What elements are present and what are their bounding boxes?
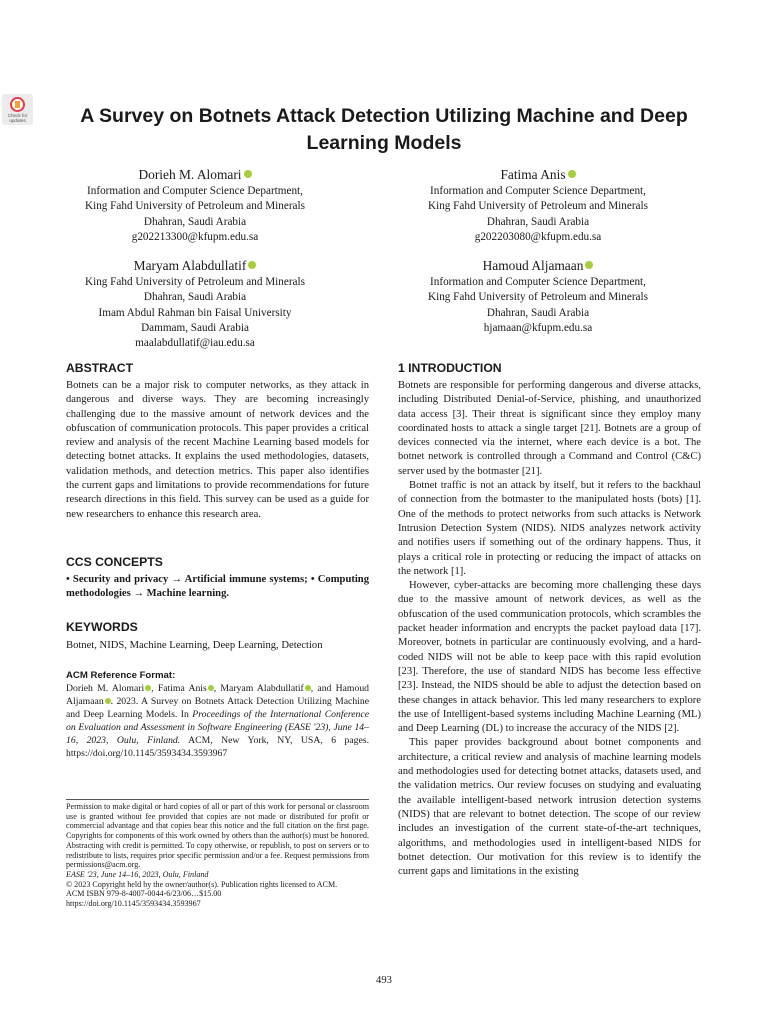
author-email[interactable]: g202213300@kfupm.edu.sa [131,230,259,243]
footnote [66,802,369,909]
author-affiliation: King Fahd University of Petroleum and Minerals [428,291,648,304]
author-name: Maryam Alabdullatif [133,258,247,273]
ref-venue: Proceedings of the International Conference on Evaluation and Assessment in Software Engineering (EASE '23), June 14–16, 2023, Oulu, Finland. [66,709,369,746]
doi-line[interactable]: https://doi.org/10.1145/3593434.3593967 [66,899,201,909]
ref-author: Dorieh M. Alomari [66,683,145,694]
ref-author: , and Hamoud Aljamaan [66,683,370,707]
orcid-icon[interactable] [244,170,252,178]
acm-reference-heading: ACM Reference Format: [66,670,176,681]
check-for-updates-badge[interactable] [2,94,33,125]
author-affiliation: Information and Computer Science Department, [430,185,646,197]
isbn-line: ACM ISBN 979-8-4007-0044-6/23/06…$15.00 [66,889,222,899]
author-block-2 [388,166,688,245]
orcid-icon[interactable] [568,170,576,178]
paragraph: Botnet traffic is not an attack by itself, but it refers to the backhaul of connection from the botmaster to the manipulated hosts (bots) [1]. One of the methods to protect networks from such attacks is Network Intrusion Detection System (NIDS). NIDS analyzes network activity and notifies users if something out of the ordinary happens. Thus, it plays a critical role in protecting or reducing the impact of attacks on the network [1]. [398,480,701,577]
author-location: Dhahran, Saudi Arabia [486,215,590,228]
author-affiliation: King Fahd University of Petroleum and Minerals [85,276,305,288]
ref-author: , Maryam Alabdullatif [213,683,304,694]
abstract-body [66,379,369,522]
badge-label-2: updates [9,118,26,123]
author-affiliation: King Fahd University of Petroleum and Minerals [428,200,648,213]
author-location: Dhahran, Saudi Arabia [486,306,590,319]
author-name: Hamoud Aljamaan [482,258,584,273]
ccs-body [66,573,369,602]
author-block-3 [45,257,345,351]
introduction-heading: 1 INTRODUCTION [398,361,502,375]
introduction-body [398,379,701,879]
author-email[interactable]: maalabdullatif@iau.edu.sa [135,337,255,350]
abstract-text: Botnets can be a major risk to computer networks, as they attack in dangerous and diverse ways. They are becoming increasingly challenging due to the massive amount of network devices and the obfuscation of communication protocols. This paper provides a critical review and analysis of the recent Machine Learning based models for detecting botnet attacks. It explains the used methodologies, datasets, validation methods, and detection metrics. This paper also identifies the current gaps and limitations to provide recommendations for future research directions in this field. This survey can be used as a guide for new researchers to enhance this research area. [66,380,369,520]
author-affiliation: King Fahd University of Petroleum and Minerals [85,200,305,213]
keywords-text: Botnet, NIDS, Machine Learning, Deep Learning, Detection [66,640,323,651]
ccs-heading: CCS CONCEPTS [66,555,163,569]
author-affiliation: Information and Computer Science Department, [87,185,303,197]
ref-citation: . 2023. A Survey on Botnets Attack Detection Utilizing Machine and Deep Learning Models. In [66,696,369,720]
ref-doi[interactable]: ACM, New York, NY, USA, 6 pages. https://doi.org/10.1145/3593434.3593967 [66,735,369,759]
author-block-1 [45,166,345,245]
author-affiliation: Imam Abdul Rahman bin Faisal University [98,306,292,319]
author-name: Dorieh M. Alomari [138,167,242,182]
permission-notice: Permission to make digital or hard copies of all or part of this work for personal or classroom use is granted without fee provided that copies are not made or distributed for profit or commercial advantage and that copies bear this notice and the full citation on the first page. Copyrights for components of this work owned by others than the author(s) must be honored. Abstracting with credit is permitted. To copy otherwise, or republish, to post on servers or to redistribute to lists, requires prior specific permission and/or a fee. Request permissions from permissions@acm.org. [66,802,369,870]
conference-line: EASE '23, June 14–16, 2023, Oulu, Finland [66,869,209,879]
paragraph: Botnets are responsible for performing dangerous and diverse attacks, including Distributed Denial-of-Service, phishing, and unauthorized data access [3]. Their threat is significant since they employ many coordinated hosts to attack a single target [21]. Botnets are a group of devices connected via the internet, where each device is a bot. The botnet network is controlled through a Command and Control (C&C) server used by the botmaster [21]. [398,380,701,477]
author-affiliation: Information and Computer Science Department, [430,276,646,288]
badge-label-1: Check for [7,113,28,118]
orcid-icon[interactable] [248,261,256,269]
author-location: Dhahran, Saudi Arabia [143,291,247,304]
paragraph: However, cyber-attacks are becoming more challenging these days due to the massive amount of network devices, as well as the obfuscation of the used communication protocols, which scrambles the packet header information and encrypts the packet payload data [17]. Moreover, botnets in particular are continuously evolving, and a hard-coded NIDS will not be able to keep pace with this rapid evolution [23]. Therefore, the use of standard NIDS has become less effective [23]. Instead, the NIDS should be able to adjust the detection based on these changes in attack behavior. This led many researchers to explore the use of Intelligent-based systems including Machine Learning (ML) and Deep Learning (DL) to increase the accuracy of the NIDS [2]. [398,580,701,735]
author-email[interactable]: hjamaan@kfupm.edu.sa [483,321,593,334]
author-location: Dammam, Saudi Arabia [141,321,249,334]
orcid-icon[interactable] [585,261,593,269]
paragraph: This paper provides background about botnet components and architecture, a critical review and analysis of machine learning models and methodologies used for detecting botnet attacks, datasets used, and the validation metrics. Our review focuses on studying and evaluating the available intelligent-based network intrusion detection systems (NIDS) that are relevant to botnet detection. The scope of our review includes an investigation of the current state-of-the-art techniques, algorithms, and methodologies used in intelligent-based NIDS for botnet detection. Our motivation for this review is to identify the current gaps and limitations in the existing [398,737,701,878]
footnote-divider [66,799,369,800]
author-name: Fatima Anis [500,167,566,182]
acm-reference-text [66,682,369,760]
acm-reference [66,669,369,760]
paper-title: A Survey on Botnets Attack Detection Utilizing Machine and Deep Learning Models [80,105,688,154]
author-email[interactable]: g202203080@kfupm.edu.sa [474,230,602,243]
copyright-line: © 2023 Copyright held by the owner/author(s). Publication rights licensed to ACM. [66,879,338,889]
keywords-heading: KEYWORDS [66,620,138,634]
ccs-text: • Security and privacy → Artificial immune systems; • Computing methodologies → Machine learning. [66,574,369,600]
page-number: 493 [376,975,392,986]
author-location: Dhahran, Saudi Arabia [143,215,247,228]
keywords-body [66,639,369,653]
bookmark-icon [15,101,20,108]
ref-author: , Fatima Anis [151,683,207,694]
abstract-heading: ABSTRACT [66,361,134,375]
author-block-4 [388,257,688,336]
